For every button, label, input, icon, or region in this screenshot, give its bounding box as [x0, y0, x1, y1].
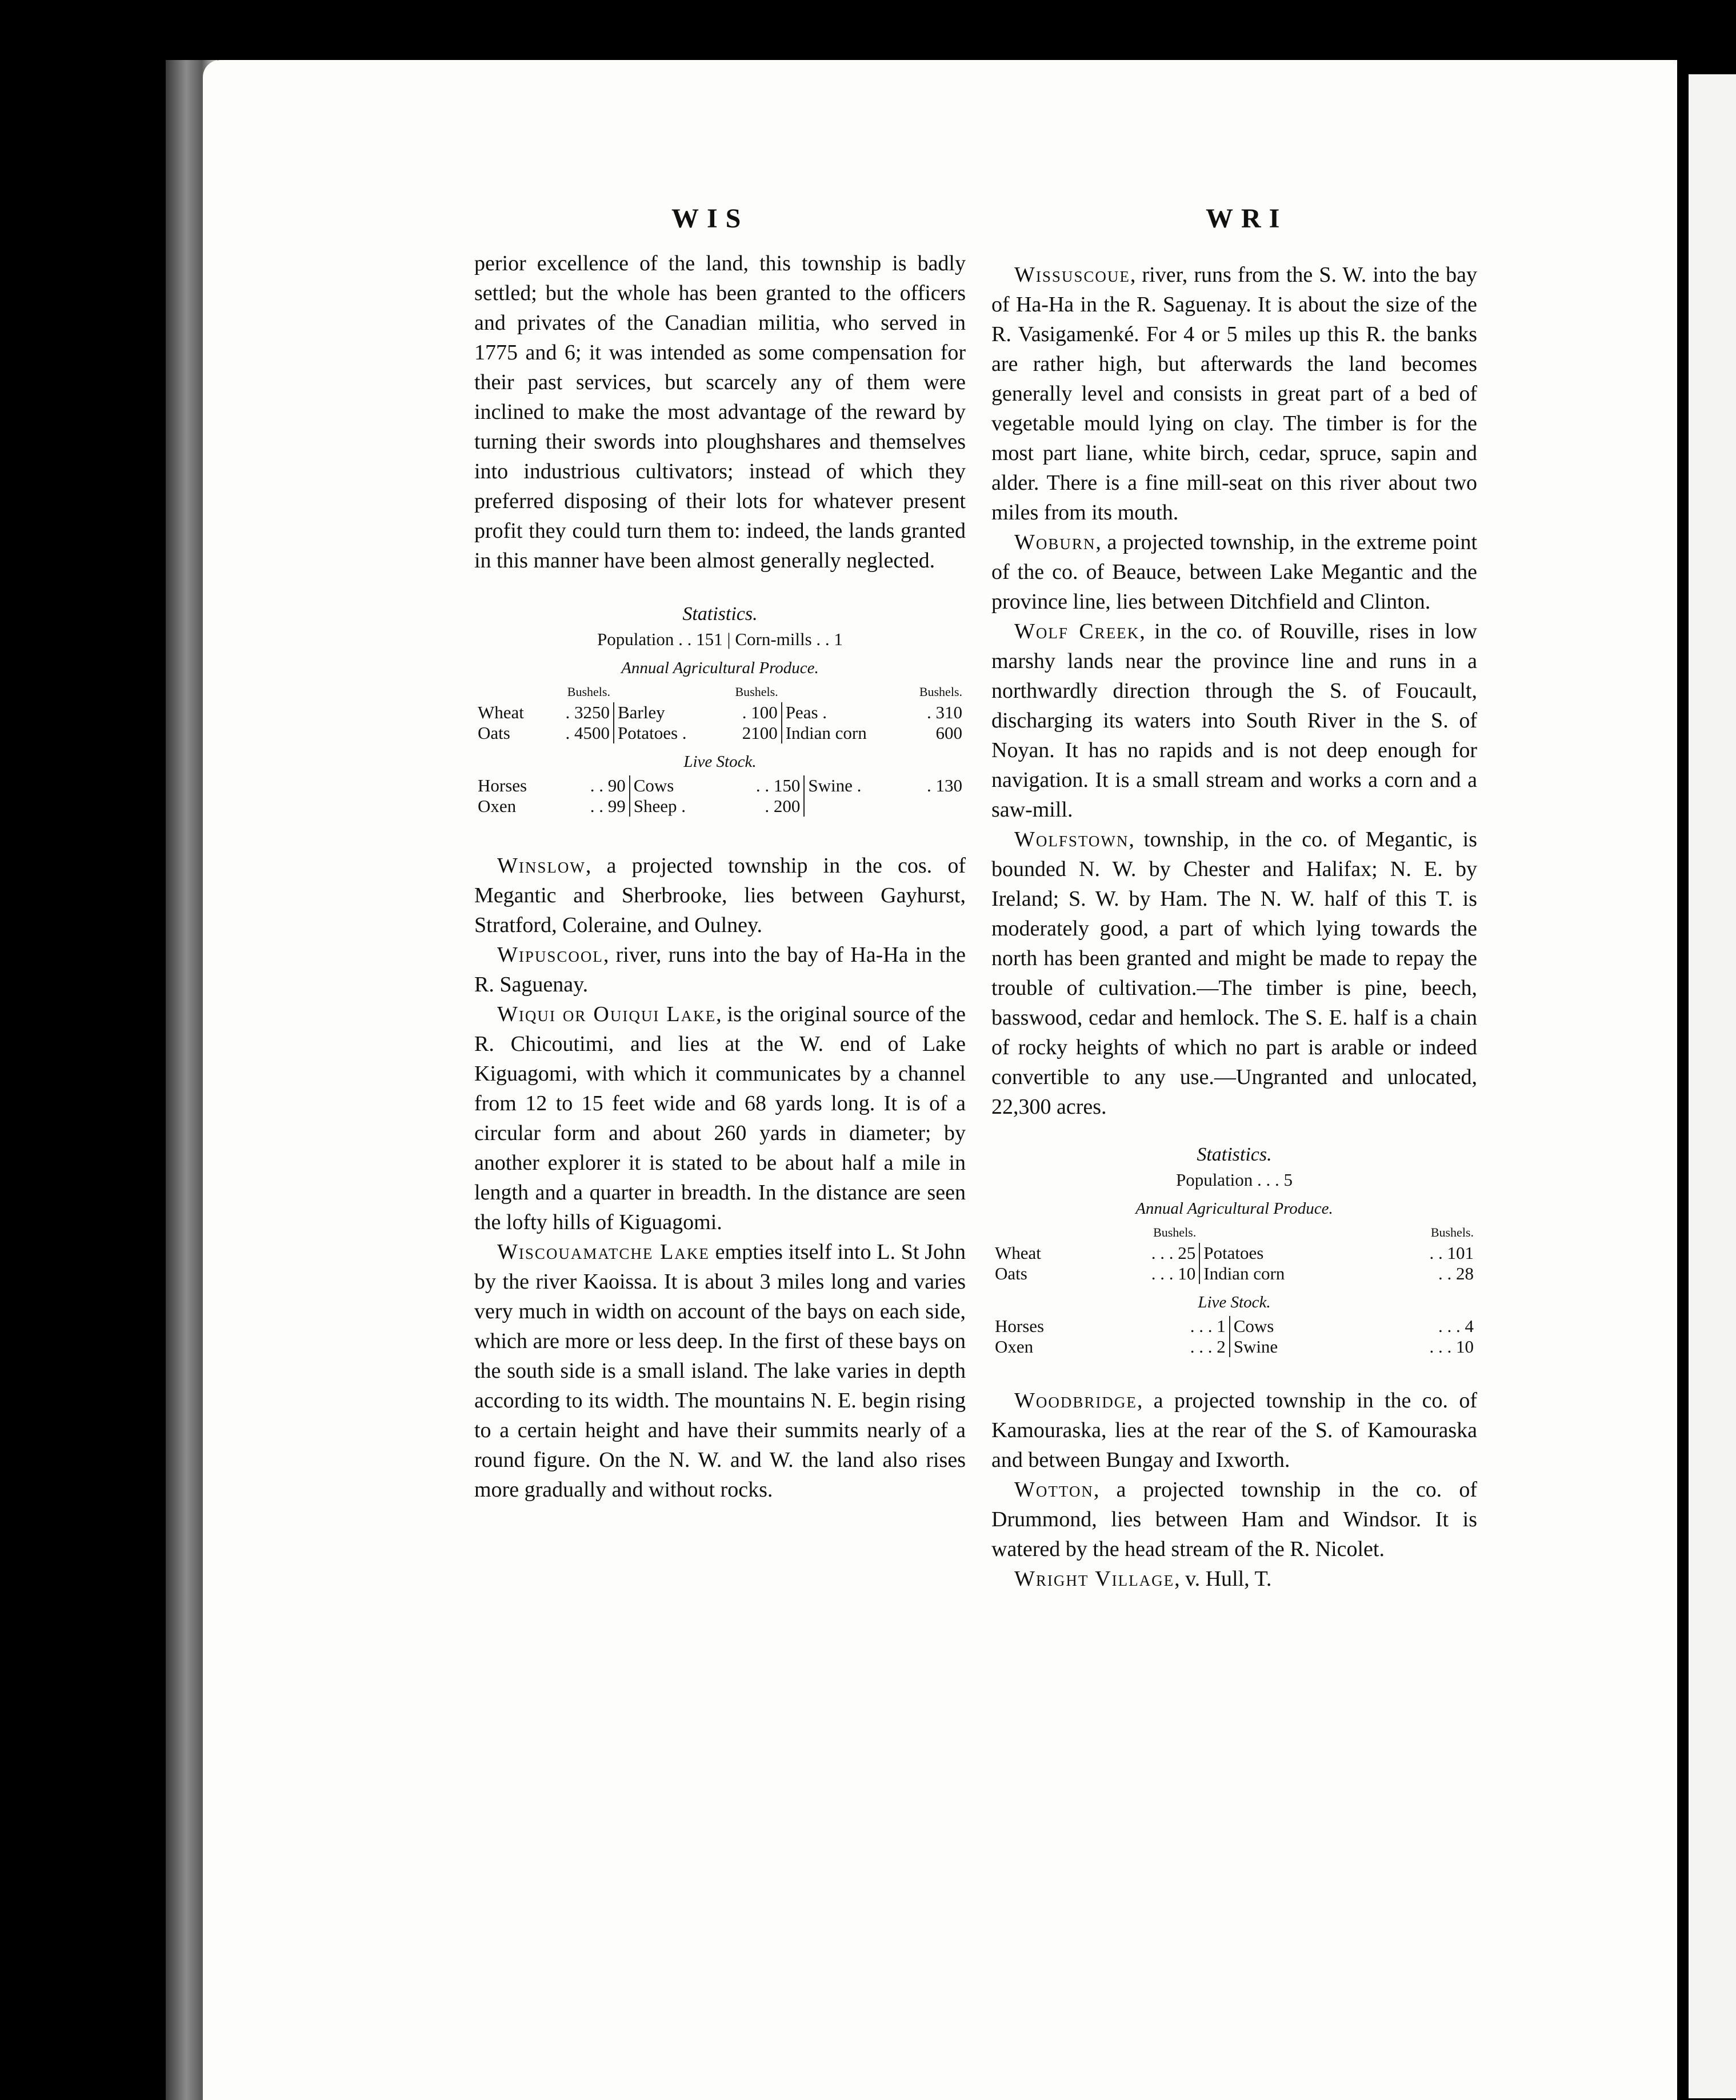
table-cell: Sheep .: [633, 796, 686, 816]
left-entries: [474, 851, 966, 1505]
running-head-right: WRI: [1206, 203, 1288, 234]
table-row: [474, 723, 966, 743]
stats-block-right: [991, 1145, 1477, 1357]
entry-head: Winslow: [497, 854, 586, 878]
table-cell: Swine: [1233, 1337, 1278, 1357]
adjacent-page-edge: [1689, 74, 1736, 2098]
table-cell: . . 99: [562, 796, 630, 817]
table-cell: . 310: [927, 702, 962, 722]
population-line: Population . . 151 | Corn-mills . . 1: [597, 629, 843, 649]
table-cell: Horses: [478, 775, 527, 795]
table-row: [474, 775, 966, 796]
table-cell: . . . 10: [1097, 1263, 1200, 1284]
running-head-left: WIS: [671, 203, 749, 234]
table-cell: . 4500: [545, 723, 614, 743]
table-cell: . . 90: [562, 775, 630, 796]
bushels-label: Bushels.: [735, 685, 778, 699]
table-cell: [804, 796, 899, 817]
table-cell: . . . 4: [1438, 1316, 1474, 1336]
entry-woodbridge: [991, 1386, 1477, 1475]
table-cell: Oxen: [995, 1337, 1034, 1357]
table-cell: Potatoes: [1203, 1243, 1264, 1263]
bushels-label: Bushels.: [567, 685, 610, 699]
entry-text: , v. Hull, T.: [1174, 1567, 1272, 1591]
intro-paragraph: perior excellence of the land, this township is badly settled; but the whole has been granted to the officers and privates of the Canadian militia, who served in 1775 and 6; it was intended as some compensation for their past services, but scarcely any of them were inclined to make the most advantage of the reward by turning their swords into ploughshares and themselves into industrious cultivators; instead of which they preferred disposing of their lots for whatever present profit they could turn them to: indeed, the lands granted in this manner have been almost generally neglected.: [474, 251, 966, 573]
table-cell: Indian corn: [785, 723, 867, 743]
table-row: [474, 796, 966, 817]
table-cell: 2100: [715, 723, 782, 743]
right-entries-lower: [991, 1386, 1477, 1594]
entry-wiqui-lake: [474, 999, 966, 1237]
table-cell: Swine .: [808, 775, 862, 795]
table-row: [991, 1337, 1477, 1357]
table-cell: . . . 10: [1429, 1337, 1474, 1357]
table-cell: Wheat: [478, 702, 524, 722]
entry-head: Wolf Creek: [1014, 619, 1140, 643]
table-cell: Oxen: [478, 796, 517, 816]
stats-title: Statistics.: [682, 603, 758, 625]
entry-winslow: [474, 851, 966, 940]
table-row: [991, 1316, 1477, 1337]
table-cell: Oats: [478, 723, 510, 743]
entry-text: , a projected township in the cos. of Megantic and Sherbrooke, lies between Gayhurst, Stratford, Coleraine, and Oulney.: [474, 854, 966, 937]
live-stock-table: [991, 1316, 1477, 1357]
table-cell: [899, 796, 966, 817]
table-cell: Peas .: [785, 702, 827, 722]
entry-wolf-creek: [991, 617, 1477, 825]
table-cell: Wheat: [995, 1243, 1041, 1263]
right-column: [991, 260, 1477, 1594]
entry-head: Wissuscoue: [1014, 263, 1130, 287]
entry-wipuscool: [474, 940, 966, 999]
table-cell: . 3250: [545, 702, 614, 723]
bushels-label: Bushels.: [1430, 1225, 1474, 1239]
stats-block-left: [474, 604, 966, 817]
bushels-label: Bushels.: [1153, 1225, 1197, 1239]
entry-head: Wiscouamatche Lake: [497, 1240, 710, 1264]
table-cell: . 100: [715, 702, 782, 723]
live-stock-table: [474, 775, 966, 817]
entry-head: Wipuscool: [497, 943, 603, 967]
table-cell: Barley: [617, 702, 665, 722]
table-cell: 600: [935, 723, 962, 743]
table-cell: . . 101: [1429, 1243, 1474, 1263]
stats-title: Statistics.: [1197, 1144, 1272, 1165]
entry-text: , river, runs from the S. W. into the bay of Ha-Ha in the R. Saguenay. It is about the size of the R. Vasigamenké. For 4 or 5 miles up this R. the banks are rather high, but afterwards the land becomes generally level and consists in great part of a bed of vegetable mould lying on clay. The timber is for the most part liane, white birch, cedar, spruce, sapin and alder. There is a fine mill-seat on this river about two miles from its mouth.: [991, 263, 1477, 525]
entry-wolfstown: [991, 825, 1477, 1122]
entry-head: Wiqui or Ouiqui Lake: [497, 1002, 717, 1026]
produce-table: [474, 682, 966, 743]
table-row: [991, 1243, 1477, 1263]
bushels-label: Bushels.: [919, 685, 962, 699]
live-stock-title: Live Stock.: [683, 753, 757, 771]
entry-text: , in the co. of Rouville, rises in low marshy lands near the province line and runs in a northwardly direction through the S. of Foucault, discharging its waters into South River in the S. of Noyan. It has no rapids and is not deep enough for navigation. It is a small stream and works a corn and a saw-mill.: [991, 619, 1477, 822]
table-cell: . . . 25: [1097, 1243, 1200, 1263]
entry-text: , township, in the co. of Megantic, is bounded N. W. by Chester and Halifax; N. E. by Ireland; S. W. by Ham. The N. W. half of this T. is moderately good, a part of which lying towards the north has been granted and might be made to repay the trouble of cultivation.—The timber is pine, beech, basswood, cedar and hemlock. The S. E. half is a chain of rocky heights of which no part is arable or indeed convertible to any use.—Ungranted and unlocated, 22,300 acres.: [991, 827, 1477, 1119]
table-cell: . . . 1: [1126, 1316, 1230, 1337]
entry-text: , is the original source of the R. Chicoutimi, and lies at the W. end of Lake Kiguagomi, with which it communicates by a channel from 12 to 15 feet wide and 68 yards long. It is of a circular form and about 260 yards in diameter; by another explorer it is stated to be about half a mile in length and a quarter in breadth. In the distance are seen the lofty hills of Kiguagomi.: [474, 1002, 966, 1234]
produce-title: Annual Agricultural Produce.: [1135, 1199, 1333, 1218]
entry-wright-village: [991, 1564, 1477, 1594]
table-row: [474, 702, 966, 723]
table-cell: . . 28: [1438, 1263, 1474, 1283]
entry-text: , a projected township in the co. of Kamouraska, lies at the rear of the S. of Kamouraska and between Bungay and Ixworth.: [991, 1389, 1477, 1472]
table-cell: . . 150: [723, 775, 804, 796]
entry-woburn: [991, 527, 1477, 617]
table-row: [991, 1263, 1477, 1284]
live-stock-title: Live Stock.: [1198, 1293, 1271, 1311]
entry-wissuscoue: [991, 260, 1477, 527]
table-cell: . 200: [723, 796, 804, 817]
entry-wotton: [991, 1475, 1477, 1564]
produce-table: [991, 1222, 1477, 1284]
entry-head: Wolfstown: [1014, 827, 1129, 851]
entry-text: , a projected township in the co. of Drummond, lies between Ham and Windsor. It is watered by the head stream of the R. Nicolet.: [991, 1478, 1477, 1561]
table-cell: Horses: [995, 1316, 1045, 1336]
entry-head: Wright Village: [1014, 1567, 1175, 1591]
table-cell: Potatoes .: [617, 723, 687, 743]
table-cell: Cows: [1233, 1316, 1274, 1336]
population-line: Population . . . 5: [1175, 1170, 1293, 1190]
entry-text: empties itself into L. St John by the river Kaoissa. It is about 3 miles long and varies very much in width on account of the bays on each side, which are more or less deep. In the first of these bays on the south side is a small island. The lake varies in depth according to its width. The mountains N. E. begin rising to a certain height and have their summits nearly of a round figure. On the N. W. and W. the land also rises more gradually and without rocks.: [474, 1240, 966, 1502]
table-cell: Oats: [995, 1263, 1027, 1283]
entry-head: Woburn: [1014, 530, 1096, 554]
left-column: [474, 249, 966, 1505]
entry-head: Wotton: [1014, 1478, 1094, 1502]
table-cell: Indian corn: [1203, 1263, 1285, 1283]
table-cell: Cows: [633, 775, 674, 795]
produce-title: Annual Agricultural Produce.: [621, 659, 819, 677]
table-cell: . 130: [927, 775, 962, 795]
entry-head: Woodbridge: [1014, 1389, 1137, 1413]
entry-text: , a projected township, in the extreme point of the co. of Beauce, between Lake Megantic and the province line, lies between Ditchfield and Clinton.: [991, 530, 1477, 614]
entry-text: , river, runs into the bay of Ha-Ha in the R. Saguenay.: [474, 943, 966, 997]
table-cell: . . . 2: [1126, 1337, 1230, 1357]
entry-wiscouamatche-lake: [474, 1237, 966, 1505]
